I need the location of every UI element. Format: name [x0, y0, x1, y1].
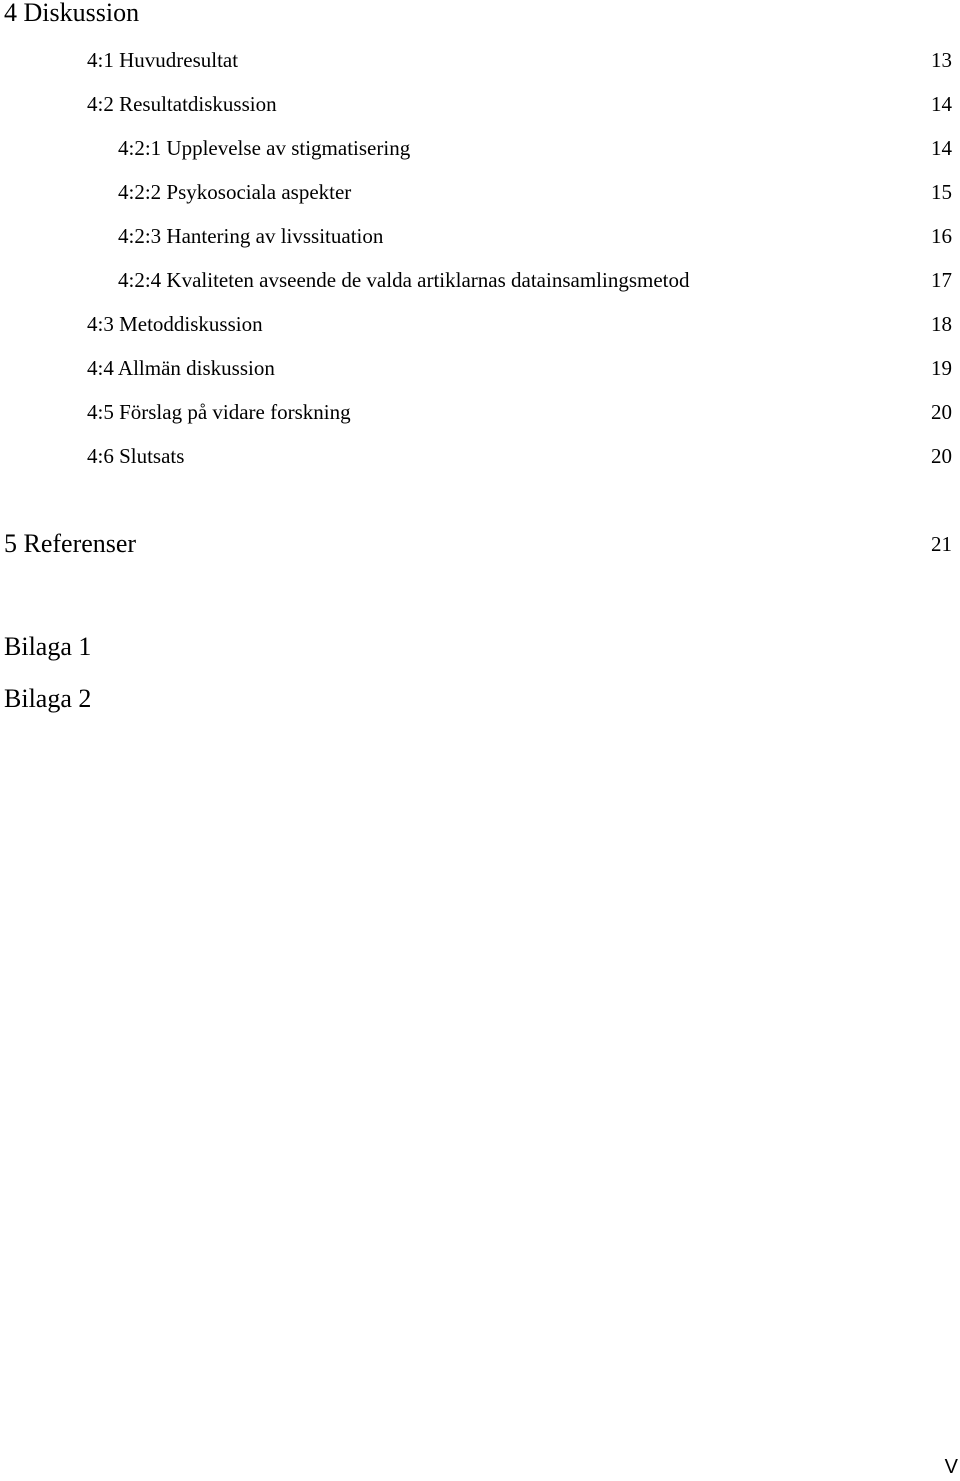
toc-entry-page: 14	[931, 92, 952, 116]
toc-entry-page: 20	[931, 444, 952, 468]
toc-entry-page: 17	[931, 268, 952, 292]
toc-entry-page: 13	[931, 48, 952, 72]
chapter-heading-diskussion: 4 Diskussion	[4, 0, 140, 27]
toc-entry-label: 4:5 Förslag på vidare forskning	[87, 400, 351, 424]
page-number: V	[944, 1456, 958, 1478]
toc-entry-label: 4:1 Huvudresultat	[87, 48, 239, 72]
toc-entry-label: 4:3 Metoddiskussion	[87, 312, 263, 336]
toc-entry-page: 15	[931, 180, 952, 204]
toc-entry-label: 4:2 Resultatdiskussion	[87, 92, 277, 116]
chapter-heading-referenser: 5 Referenser	[4, 529, 137, 558]
appendix-entry: Bilaga 2	[4, 684, 92, 713]
toc-entry-label: 4:2:1 Upplevelse av stigmatisering	[118, 136, 411, 160]
toc-entry-page: 14	[931, 136, 952, 160]
toc-entry-page: 21	[931, 532, 952, 556]
toc-entry-label: 4:4 Allmän diskussion	[87, 356, 275, 380]
toc-entry-label: 4:2:4 Kvaliteten avseende de valda artiklarnas datainsamlingsmetod	[118, 268, 690, 292]
toc-entry-label: 4:2:2 Psykosociala aspekter	[118, 180, 352, 204]
toc-entry-label: 4:6 Slutsats	[87, 444, 185, 468]
appendix-entry: Bilaga 1	[4, 632, 92, 661]
toc-entry-page: 20	[931, 400, 952, 424]
toc-entry-page: 19	[931, 356, 952, 380]
toc-entry-label: 4:2:3 Hantering av livssituation	[118, 224, 384, 248]
toc-entry-page: 18	[931, 312, 952, 336]
toc-entry-page: 16	[931, 224, 952, 248]
